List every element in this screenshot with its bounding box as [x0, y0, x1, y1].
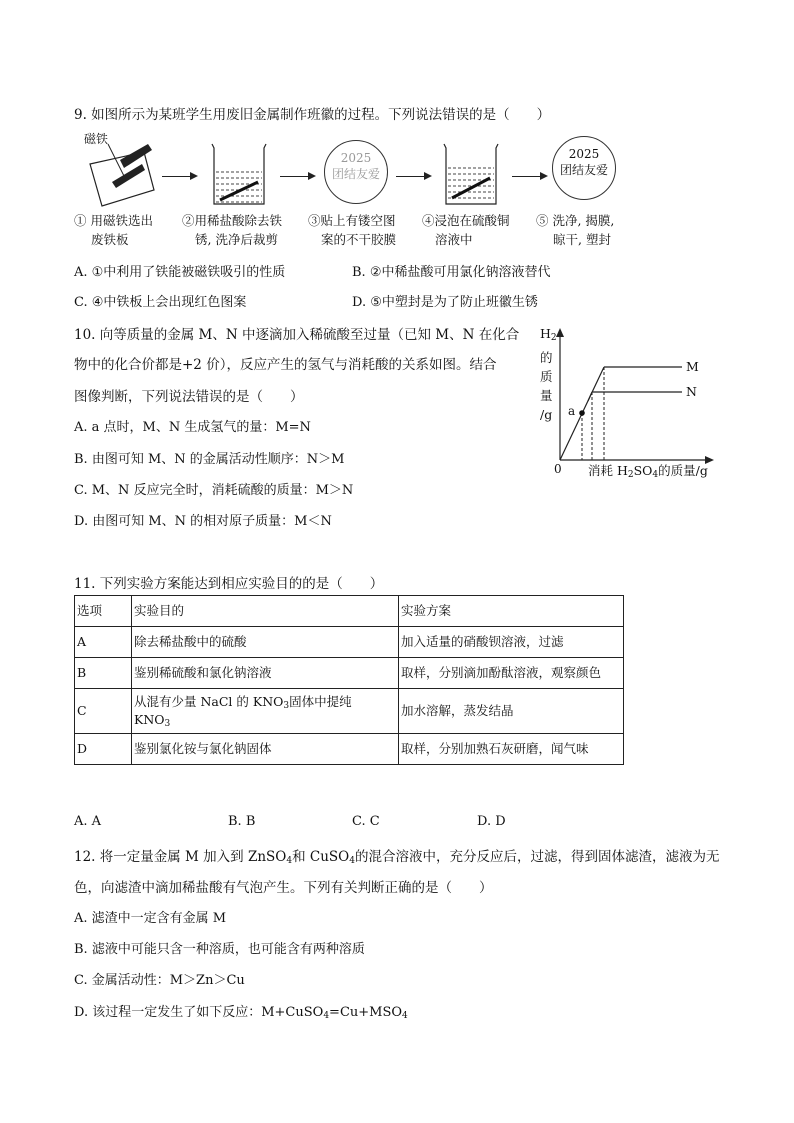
table-row [75, 734, 624, 765]
q12-stem-line1: 12. 将一定量金属 M 加入到 ZnSO$_4$和 CuSO$_4$的混合溶液中，充分反应后，过滤，得到固体滤渣，滤液为无 [74, 849, 720, 866]
y-axis-label-rest: 的 质 量 /g [540, 350, 553, 422]
row-option: C [75, 689, 132, 734]
beaker-acid-icon [208, 142, 270, 208]
q9-option-d: D. ⑤中塑封是为了防止班徽生锈 [352, 295, 538, 310]
point-a [579, 410, 585, 416]
q11-answer-d: D. D [477, 814, 506, 829]
q10-option-a: A. a 点时，M、N 生成氢气的量：M=N [74, 420, 311, 435]
q9-stem: 9. 如图所示为某班学生用废旧金属制作班徽的过程。下列说法错误的是（ ） [74, 107, 551, 123]
row-goal: 鉴别稀硫酸和氯化钠溶液 [132, 658, 399, 689]
header-plan: 实验方案 [399, 596, 624, 627]
step-caption: ②用稀盐酸除去铁 锈, 洗净后裁剪 [182, 213, 283, 247]
series-n-label: N [686, 384, 697, 399]
header-option: 选项 [75, 596, 132, 627]
q12-option-d: D. 该过程一定发生了如下反应：$M+CuSO_4=Cu+MSO_4$ [74, 1005, 408, 1021]
badge-year: 2025 [340, 151, 372, 165]
x-axis-label: 消耗 $H_2SO_4$的质量/g [588, 463, 708, 480]
flow-arrow [280, 176, 314, 177]
q12-option-a: A. 滤渣中一定含有金属 M [74, 911, 227, 926]
badge-motto: 团结友爱 [559, 163, 608, 177]
q10-graph [536, 322, 736, 482]
q12-stem-line2: 色，向滤渣中滴加稀盐酸有气泡产生。下列有关判断正确的是（ ） [74, 880, 493, 896]
finished-badge-icon [552, 136, 616, 200]
step-caption: ⑤ 洗净, 揭膜, 晾干, 塑封 [536, 213, 615, 247]
row-plan: 取样，分别加熟石灰研磨，闻气味 [399, 734, 624, 765]
q9-option-b: B. ②中稀盐酸可用氯化钠溶液替代 [352, 265, 551, 280]
row-plan: 加入适量的硝酸钡溶液，过滤 [399, 627, 624, 658]
q10-stem-line3: 图像判断，下列说法错误的是（ ） [74, 389, 304, 405]
q12-option-b: B. 滤液中可能只含一种溶质，也可能含有两种溶质 [74, 942, 365, 957]
q9-option-c: C. ④中铁板上会出现红色图案 [74, 295, 247, 310]
table-row [75, 627, 624, 658]
row-goal: 从混有少量 NaCl 的 $KNO_3$固体中提纯 $KNO_3$ [132, 689, 399, 734]
header-goal: 实验目的 [132, 596, 399, 627]
q10-stem-line1: 10. 向等质量的金属 M、N 中逐滴加入稀硫酸至过量（已知 M、N 在化合 [74, 327, 520, 343]
point-a-label: a [568, 404, 576, 418]
beaker-copper-sulfate-icon [440, 142, 502, 208]
step-caption: ③贴上有镂空图 案的不干胶膜 [308, 213, 397, 247]
q11-answer-b: B. B [228, 814, 256, 829]
q10-option-d: D. 由图可知 M、N 的相对原子质量：M＜N [74, 514, 332, 529]
flow-arrow [396, 176, 430, 177]
badge-year: 2025 [568, 147, 600, 161]
series-n-line [588, 392, 592, 401]
q9-option-a: A. ①中利用了铁能被磁铁吸引的性质 [74, 265, 286, 280]
q11-stem: 11. 下列实验方案能达到相应实验目的的是（ ） [74, 576, 384, 592]
row-goal: 除去稀盐酸中的硫酸 [132, 627, 399, 658]
q11-table [74, 595, 624, 765]
row-goal: 鉴别氯化铵与氯化钠固体 [132, 734, 399, 765]
row-option: B [75, 658, 132, 689]
series-m-label: M [686, 359, 699, 374]
badge-film-icon [324, 140, 388, 204]
q12-option-c: C. 金属活动性：M＞Zn＞Cu [74, 973, 245, 988]
step-caption: ④浸泡在硫酸铜 溶液中 [422, 213, 510, 247]
q10-option-c: C. M、N 反应完全时，消耗硫酸的质量：M＞N [74, 483, 354, 498]
q11-answer-a: A. A [74, 814, 102, 829]
row-option: A [75, 627, 132, 658]
magnet-label: 磁铁 [84, 132, 109, 146]
row-plan: 加水溶解，蒸发结晶 [399, 689, 624, 734]
flow-arrow [512, 176, 546, 177]
row-plan: 取样，分别滴加酚酞溶液，观察颜色 [399, 658, 624, 689]
q10-stem-line2: 物中的化合价都是+2 价），反应产生的氢气与消耗酸的关系如图。结合 [74, 357, 497, 373]
table-row [75, 689, 624, 734]
origin-label: 0 [554, 462, 562, 476]
step-caption: ① 用磁铁选出 废铁板 [74, 213, 153, 247]
q11-answer-c: C. C [352, 814, 380, 829]
y-axis-label: $H_2$ [540, 326, 557, 343]
badge-motto: 团结友爱 [331, 167, 380, 181]
table-row [75, 658, 624, 689]
flow-arrow [162, 176, 196, 177]
table-header-row [75, 596, 624, 627]
iron-plate-magnet-icon [82, 142, 162, 212]
q10-option-b: B. 由图可知 M、N 的金属活动性顺序：N＞M [74, 452, 345, 467]
row-option: D [75, 734, 132, 765]
